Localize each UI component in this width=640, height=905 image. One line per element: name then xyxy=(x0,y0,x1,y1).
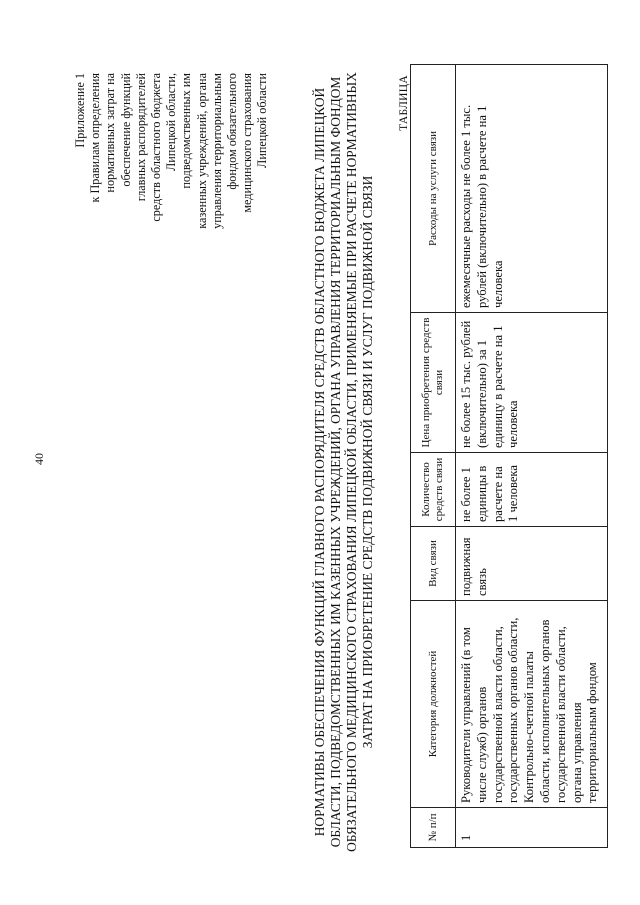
appendix-line: средств областного бюджета xyxy=(149,73,164,222)
appendix-line: казенных учреждений, органа xyxy=(194,73,209,229)
header-expenses: Расходы на услуги связи xyxy=(411,65,456,313)
appendix-line: Липецкой области xyxy=(255,73,270,168)
appendix-line: фондом обязательного xyxy=(225,73,240,190)
cell-connection-type: подвижная связь xyxy=(456,527,608,601)
appendix-line: Приложение 1 xyxy=(73,73,87,148)
norms-table xyxy=(410,64,608,848)
appendix-line: подведомственных им xyxy=(179,73,194,189)
appendix-line: управления территориальным xyxy=(209,73,224,229)
header-number: № п/п xyxy=(411,808,456,848)
table-header-row xyxy=(411,65,456,848)
appendix-line: обеспечение функций xyxy=(118,73,133,187)
cell-number: 1 xyxy=(456,808,608,848)
cell-expenses: ежемесячные расходы не более 1 тыс. рублей (включительно) в расчете на 1 человека xyxy=(456,65,608,313)
page-number: 40 xyxy=(32,453,46,465)
document-title: НОРМАТИВЫ ОБЕСПЕЧЕНИЯ ФУНКЦИЙ ГЛАВНОГО РАСПОРЯДИТЕЛЯ СРЕДСТВ ОБЛАСТНОГО БЮДЖЕТА ЛИПЕЦКОЙ ОБЛАСТИ, ПОДВЕДОМСТВЕННЫХ ИМ КАЗЕННЫХ УЧРЕЖДЕНИЙ, ОРГАНА УПРАВЛЕНИЯ ТЕРРИТОРИАЛЬНЫМ ФОНДОМ ОБЯЗАТЕЛЬНОГО МЕДИЦИНСКОГО СТРАХОВАНИЯ ЛИПЕЦКОЙ ОБЛАСТИ, ПРИМЕНЯЕМЫЕ ПРИ РАСЧЕТЕ НОРМАТИВНЫХ ЗАТРАТ НА ПРИОБРЕТЕНИЕ СРЕДСТВ ПОДВИЖНОЙ СВЯЗИ И УСЛУГ ПОДВИЖНОЙ СВЯЗИ xyxy=(312,72,375,852)
cell-price: не более 15 тыс. рублей (включительно) за 1 единицу в расчете на 1 человека xyxy=(456,313,608,453)
cell-quantity: не более 1 единицы в расчете на 1 человека xyxy=(456,453,608,527)
table-row xyxy=(456,65,608,848)
header-quantity: Количество средств связи xyxy=(411,453,456,527)
header-price: Цена приобретения средств связи xyxy=(411,313,456,453)
appendix-line: главных распорядителей xyxy=(133,73,148,202)
header-connection-type: Вид связи xyxy=(411,527,456,601)
header-category: Категория должностей xyxy=(411,601,456,808)
appendix-note xyxy=(73,73,271,288)
table-caption: ТАБЛИЦА xyxy=(398,75,410,131)
appendix-line: нормативных затрат на xyxy=(103,73,118,193)
cell-category: Руководители управлений (в том числе служб) органов государственной власти области, государственных органов области, Контрольно-счетной палаты области, исполнительных органов государственной власти области, органа управления территориальным фондом xyxy=(456,601,608,808)
appendix-line: Липецкой области, xyxy=(164,73,179,171)
appendix-line: медицинского страхования xyxy=(240,73,255,213)
appendix-line: к Правилам определения xyxy=(88,73,103,203)
